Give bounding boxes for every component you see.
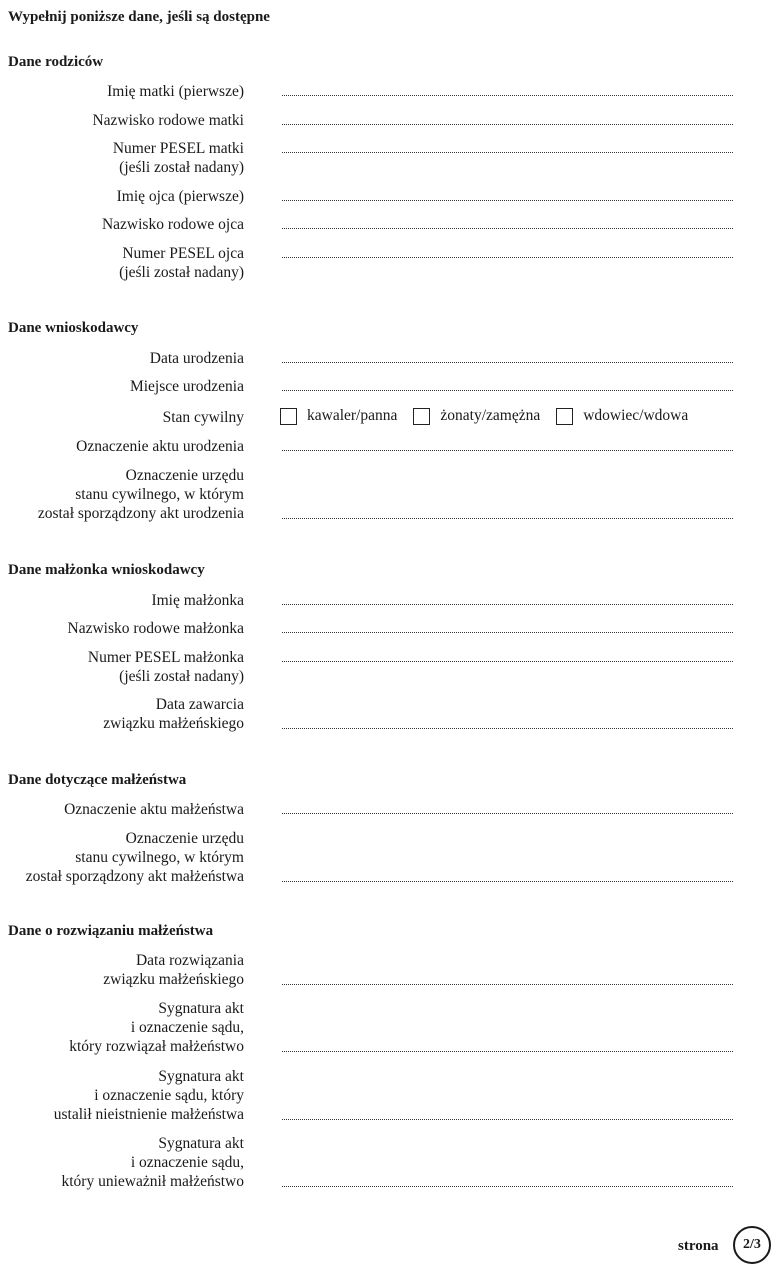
label-birth-place: Miejsce urodzenia [129,378,244,395]
label-line: Oznaczenie urzędu [125,830,244,847]
field-court-nonexistence[interactable] [282,1119,733,1120]
label-line: Oznaczenie urzędu [125,467,244,484]
label-court-annulled [0,1134,244,1191]
field-father-maiden-name[interactable] [282,228,733,229]
field-court-annulled[interactable] [282,1186,733,1187]
label-birth-act: Oznaczenie aktu urodzenia [76,438,244,455]
civil-option-single[interactable] [280,407,397,425]
checkbox-married[interactable] [413,408,430,425]
field-marriage-date[interactable] [282,728,733,729]
field-spouse-first-name[interactable] [282,604,733,605]
label-line: związku małżeńskiego [103,715,244,732]
page-heading: Wypełnij poniższe dane, jeśli są dostępne [8,9,270,25]
label-marriage-office [0,829,244,886]
field-birth-place[interactable] [282,390,733,391]
label-line: Data zawarcia [155,696,244,713]
label-line: i oznaczenie sądu, który [94,1087,244,1104]
label-mother-maiden-name: Nazwisko rodowe matki [92,112,244,129]
label-father-pesel [0,244,244,282]
label-birth-date: Data urodzenia [149,350,244,367]
label-mother-pesel [0,139,244,177]
label-line: stanu cywilnego, w którym [75,486,244,503]
label-court-dissolved [0,999,244,1056]
checkbox-single[interactable] [280,408,297,425]
label-line: Numer PESEL małżonka [87,649,244,666]
label-spouse-first-name: Imię małżonka [151,592,244,609]
label-spouse-pesel [0,648,244,686]
option-label: wdowiec/wdowa [583,407,689,424]
label-line: związku małżeńskiego [103,971,244,988]
field-mother-maiden-name[interactable] [282,124,733,125]
field-birth-office[interactable] [282,518,733,519]
section-title-dissolution: Dane o rozwiązaniu małżeństwa [8,923,214,939]
label-spouse-maiden-name: Nazwisko rodowe małżonka [67,620,244,637]
label-line: Sygnatura akt [158,1068,244,1085]
field-father-pesel[interactable] [282,257,733,258]
label-dissolution-date [0,951,244,989]
field-dissolution-date[interactable] [282,984,733,985]
label-line: Numer PESEL ojca [122,245,244,262]
page-number-badge [733,1226,771,1264]
field-court-dissolved[interactable] [282,1051,733,1052]
section-title-applicant: Dane wnioskodawcy [8,320,139,336]
civil-option-married[interactable] [413,407,540,425]
section-title-spouse: Dane małżonka wnioskodawcy [8,562,205,578]
label-line: który rozwiązał małżeństwo [69,1038,244,1055]
label-line: i oznaczenie sądu, [130,1019,244,1036]
option-label: żonaty/zamężna [440,407,541,424]
label-line: stanu cywilnego, w którym [75,849,244,866]
label-line: Sygnatura akt [158,1135,244,1152]
label-line: i oznaczenie sądu, [130,1154,244,1171]
label-line: który unieważnił małżeństwo [61,1173,244,1190]
field-mother-pesel[interactable] [282,152,733,153]
page-number: 2/3 [743,1237,761,1252]
label-father-first-name: Imię ojca (pierwsze) [116,188,244,205]
checkbox-widowed[interactable] [556,408,573,425]
label-line: Data rozwiązania [135,952,244,969]
option-label: kawaler/panna [307,407,398,424]
label-marriage-date [0,695,244,733]
page-label: strona [678,1238,719,1254]
civil-status-options [280,405,704,427]
label-line: Numer PESEL matki [112,140,244,157]
label-court-nonexistence [0,1067,244,1124]
label-line: Sygnatura akt [158,1000,244,1017]
field-birth-act[interactable] [282,450,733,451]
label-marriage-act: Oznaczenie aktu małżeństwa [64,801,244,818]
field-birth-date[interactable] [282,362,733,363]
label-line: został sporządzony akt urodzenia [37,505,244,522]
field-father-first-name[interactable] [282,200,733,201]
section-title-marriage: Dane dotyczące małżeństwa [8,772,187,788]
field-marriage-act[interactable] [282,813,733,814]
label-line: (jeśli został nadany) [119,668,244,685]
label-father-maiden-name: Nazwisko rodowe ojca [101,216,244,233]
section-title-parents: Dane rodziców [8,54,104,70]
field-spouse-maiden-name[interactable] [282,632,733,633]
field-mother-first-name[interactable] [282,95,733,96]
field-marriage-office[interactable] [282,881,733,882]
label-line: (jeśli został nadany) [119,159,244,176]
label-line: (jeśli został nadany) [119,264,244,281]
label-line: został sporządzony akt małżeństwa [25,868,244,885]
label-mother-first-name: Imię matki (pierwsze) [107,83,244,100]
label-civil-status: Stan cywilny [162,409,244,426]
label-birth-office [0,466,244,523]
field-spouse-pesel[interactable] [282,661,733,662]
label-line: ustalił nieistnienie małżeństwa [53,1106,244,1123]
civil-option-widowed[interactable] [556,407,688,425]
